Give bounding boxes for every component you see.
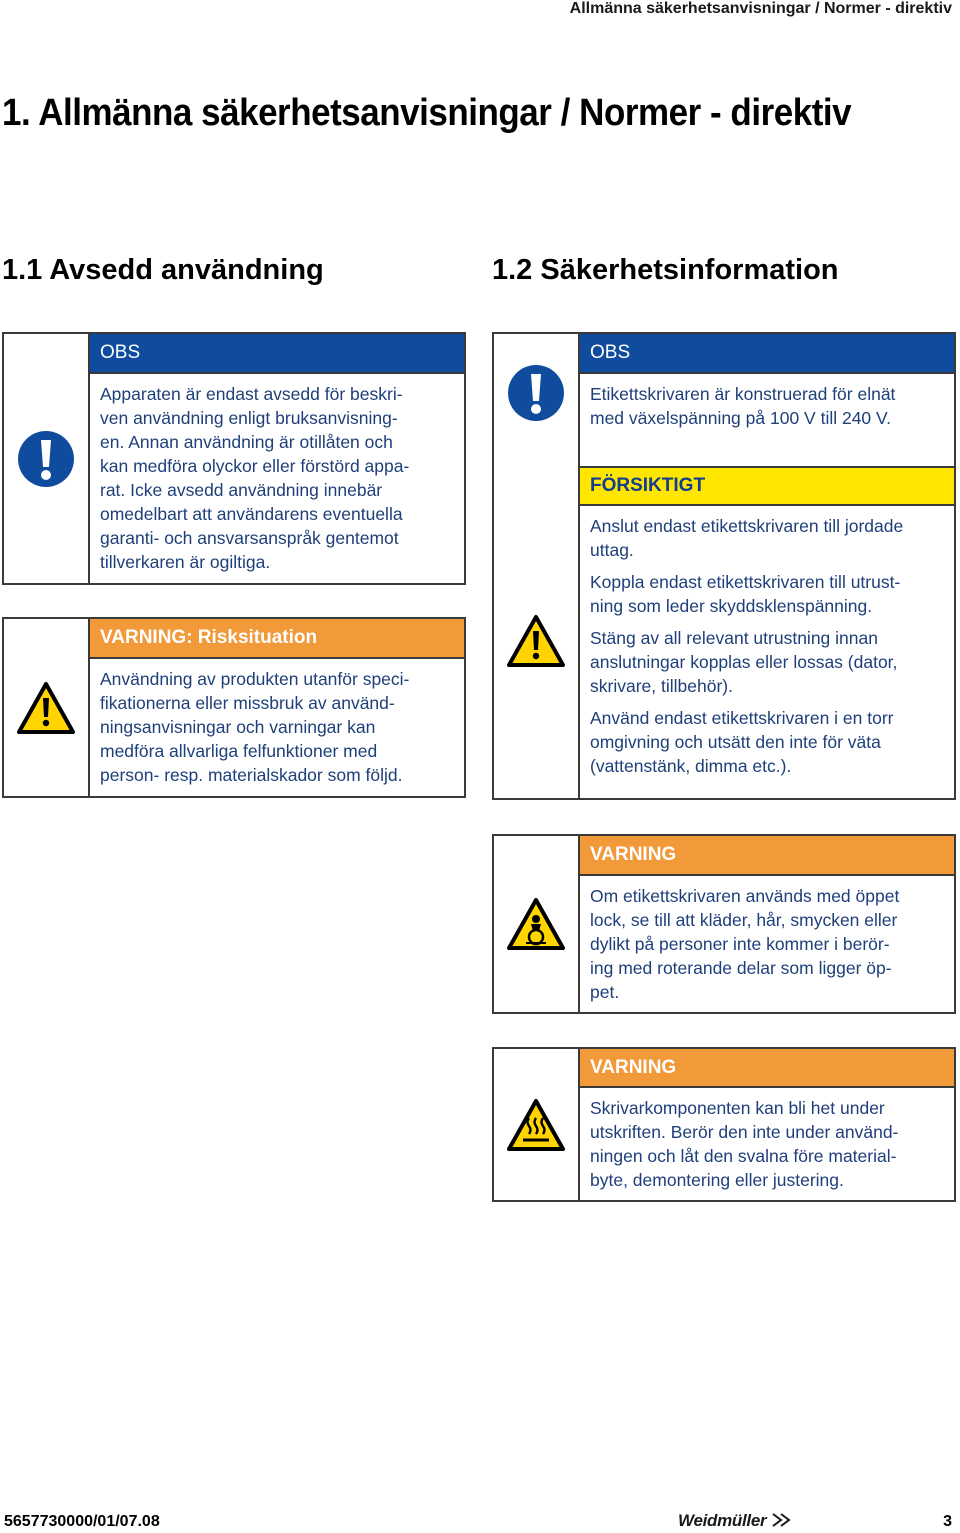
caution-paragraph: Stäng av all relevant utrustning innan anslutningar kopplas eller lossas (dator, skrivare, tillbehör). bbox=[590, 628, 898, 696]
section-title-sakerhetsinformation: 1.2 Säkerhetsinformation bbox=[492, 254, 839, 286]
warning-text: Skrivarkomponenten kan bli het under utskriften. Berör den inte under använd- ningen och låt den svalna före material- byte, demontering eller justering. bbox=[590, 1098, 899, 1190]
warning-text: Om etikettskrivaren används med öppet lock, se till att kläder, hår, smycken eller dylikt på personer inte kommer i berör- ing med roterande delar som ligger öp- pet. bbox=[590, 886, 900, 1002]
obs-header: OBS bbox=[580, 334, 954, 374]
running-header: Allmänna säkerhetsanvisningar / Normer - direktiv bbox=[569, 0, 952, 17]
obs-notice-intended-use bbox=[2, 332, 466, 585]
warning-header: VARNING bbox=[580, 836, 954, 876]
caution-paragraph: Koppla endast etikettskrivaren till utrust- ning som leder skyddsklenspänning. bbox=[590, 572, 901, 616]
safety-info-notice bbox=[492, 332, 956, 800]
rotating-parts-warning-icon bbox=[506, 897, 566, 951]
safety-icon-cell bbox=[494, 334, 580, 798]
document-id: 5657730000/01/07.08 bbox=[4, 1513, 160, 1530]
caution-header: FÖRSIKTIGT bbox=[580, 466, 954, 506]
warning-header: VARNING bbox=[580, 1049, 954, 1088]
mandatory-exclamation-icon bbox=[507, 364, 565, 422]
obs-text: Etikettskrivaren är konstruerad för elnät med växelspänning på 100 V till 240 V. bbox=[590, 384, 896, 428]
warning-icon-cell bbox=[494, 836, 580, 1012]
weidmuller-logo bbox=[678, 1511, 791, 1531]
mandatory-exclamation-icon bbox=[17, 430, 75, 488]
obs-icon-cell bbox=[4, 334, 90, 583]
caution-paragraph: Använd endast etikettskrivaren i en torr omgivning och utsätt den inte för väta (vattenstänk, dimma etc.). bbox=[590, 708, 894, 776]
logo-mark-icon bbox=[771, 1512, 791, 1528]
warning-notice-risk bbox=[2, 617, 466, 798]
caution-body bbox=[580, 506, 954, 794]
page-number: 3 bbox=[943, 1513, 952, 1530]
warning-icon-cell bbox=[494, 1049, 580, 1200]
warning-triangle-icon bbox=[506, 614, 566, 668]
hot-surface-warning-icon bbox=[506, 1098, 566, 1152]
warning-header: VARNING: Risksituation bbox=[90, 619, 464, 659]
caution-paragraph: Anslut endast etikettskrivaren till jordade uttag. bbox=[590, 516, 904, 560]
section-title-avsedd-anvandning: 1.1 Avsedd användning bbox=[2, 254, 324, 286]
warning-text: Användning av produkten utanför speci- fikationerna eller missbruk av använd- ningsanvisningar och varningar kan medföra allvarliga felfunktioner med person- resp. materialskador som följd. bbox=[100, 669, 410, 785]
warning-notice-rotating-parts bbox=[492, 834, 956, 1014]
warning-triangle-icon bbox=[16, 681, 76, 735]
logo-text: Weidmüller bbox=[678, 1511, 767, 1530]
warning-icon-cell bbox=[4, 619, 90, 796]
warning-notice-hot-surface bbox=[492, 1047, 956, 1202]
obs-header: OBS bbox=[90, 334, 464, 374]
page-title: 1. Allmänna säkerhetsanvisningar / Normer - direktiv bbox=[2, 92, 852, 134]
obs-text: Apparaten är endast avsedd för beskri- ven användning enligt bruksanvisning- en. Annan användning är otillåten och kan medföra olyckor eller förstörd appa- rat. Icke avsedd användning innebär omedelbart att användarens eventuella garanti- och ansvarsanspråk gentemot tillverkaren är ogiltiga. bbox=[100, 384, 410, 572]
